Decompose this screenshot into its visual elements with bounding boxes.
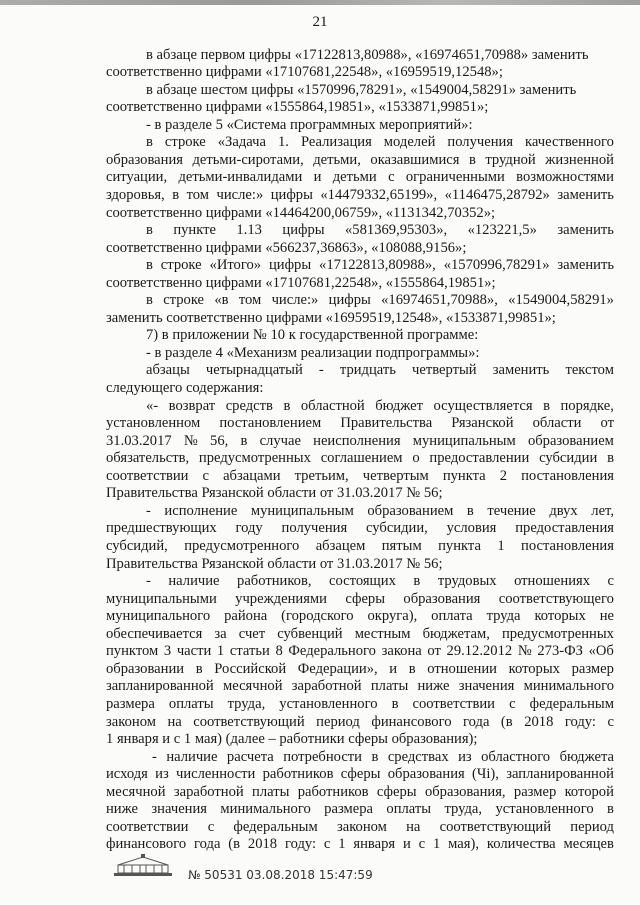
word: и [402,836,411,852]
text-line: соответственно цифрами «566237,36863», «108088,9156»; [106,240,467,256]
word: размер [571,661,614,677]
word: областного [481,749,551,765]
word: детьми-сиротами, [192,152,304,168]
word: (в [500,714,513,730]
word: текстом [565,362,614,378]
text-line: соответственно цифрами «17107681,22548», «1555864,19851»; [106,275,496,291]
word: постановления [521,468,614,484]
text-line [146,398,614,415]
word: в [240,433,248,449]
word: в [607,801,614,817]
word: пункта [442,468,486,484]
word: размера [106,696,155,712]
word: предоставлении [429,450,530,466]
word: «581369,95303», [345,222,448,238]
word: и [389,661,398,677]
word: труда [486,608,521,624]
text-line: соответственно цифрами «14464200,06759», «1131342,70352»; [106,205,496,221]
text-line [106,784,614,801]
word: установленном [106,415,201,431]
word: абзацами [223,468,281,484]
word: муниципальным [412,433,516,449]
word: «в [214,292,229,308]
word: (в [228,836,241,852]
word: на [167,714,182,730]
word: четырнадцатый [205,362,303,378]
word: муниципальными [106,591,217,607]
text-line [106,468,614,485]
word: сферы [340,766,381,782]
word: средствах [387,749,449,765]
word: Правительства [340,415,433,431]
word: с [323,836,331,852]
word: двух [549,503,578,519]
word: № [183,433,198,449]
text-line [146,292,614,309]
word: областной [300,398,365,414]
word: неисполнения [313,433,401,449]
word: в [371,749,379,765]
word: с [202,468,210,484]
word: пункта [438,538,481,554]
word: в [146,134,153,150]
word: законом [336,819,387,835]
page-number: 21 [312,14,328,30]
text-line [106,152,614,169]
word: значения [151,801,208,817]
text-line [106,801,614,818]
word: предусмотренного [184,538,300,554]
word: «123221,5» [467,222,537,238]
word: потребности [283,749,362,765]
text-line: Правительства Рязанской области от 31.03.2017 № 56; [106,485,443,501]
word: работников, [237,573,312,589]
word: в [283,398,291,414]
word: получения [447,134,514,150]
word: которых [534,608,586,624]
text-line: в абзаце первом цифры «17122813,80988», «16974651,70988» заменить [146,47,589,63]
text-line [106,643,614,660]
scan-top-edge [0,0,640,5]
word: субсидии [539,450,598,466]
text-line [106,415,614,432]
word: соответствующий [439,819,552,835]
text-line [106,520,614,537]
word: финансового [106,836,187,852]
word: абзацы [146,362,190,378]
word: оказавшимися [370,152,460,168]
word: 1 [338,836,346,852]
word: не [599,608,614,624]
text-line [106,836,614,853]
word: оплаты [168,696,214,712]
text-line [106,661,614,678]
word: ситуации, [106,169,168,185]
text-line: - в разделе 5 «Система программных мероприятий»: [146,117,473,133]
word: в [195,661,203,677]
word: из [458,749,472,765]
text-line [106,169,614,186]
word: году: [284,836,317,852]
word: заработной [173,784,244,800]
text-line [146,222,614,239]
word: моделей [383,134,436,150]
word: пятым [381,538,422,554]
word: «Об [588,643,614,659]
word: Реализация [300,134,372,150]
word: в [543,398,550,414]
word: (городского [281,608,354,624]
word: (Чi), [472,766,499,782]
word: в [468,152,476,168]
word: 2018 [524,714,554,730]
word: 29.12.2012 [446,643,513,659]
text-line [106,591,614,608]
text-line: в абзаце шестом цифры «1570996,78291», «1549004,58291» заменить [146,82,577,98]
word: которой [564,784,614,800]
word: финансового [371,714,452,730]
word: соответствующий [193,714,305,730]
word: и [313,169,322,185]
word: детьми, [313,152,361,168]
text-line [106,696,614,713]
word: 273-ФЗ [537,643,583,659]
word: предоставления [515,520,614,536]
word: размер [513,784,557,800]
word: образования, [424,784,506,800]
word: - [146,573,151,589]
word: состоящих [329,573,396,589]
text-line: - в разделе 4 «Механизм реализации подпрограммы»: [146,345,480,361]
word: предусмотренных [198,450,311,466]
word: установленного [279,696,378,712]
word: строке [160,257,202,273]
word: году [235,520,263,536]
text-line [146,362,614,379]
word: «1146475,28792» [444,187,550,203]
word: с [207,819,215,835]
word: запланированной [506,766,614,782]
word: четвертым [362,468,429,484]
word: 1. [277,134,289,150]
text-line: 7) в приложении № 10 к государственной программе: [146,327,479,343]
word: предусмотренных [501,626,614,642]
word: постановления [521,538,614,554]
word: бюджет [375,398,423,414]
word: местным [354,626,411,642]
word: федеральным [529,696,614,712]
word: округа), [367,608,418,624]
word: труда, [444,801,483,817]
word: отношении [427,661,497,677]
word: здоровья, [106,187,165,203]
word: расчета [226,749,274,765]
word: образованием [367,503,454,519]
word: области [532,415,582,431]
word: «Задача [217,134,266,150]
word: сферы [345,591,386,607]
text-line: соответственно цифрами «17107681,22548», «16959519,12548»; [106,64,503,80]
word: ниже [417,678,450,694]
word: тридцать [339,362,396,378]
word: запланированной [106,678,214,694]
word: оплаты [386,801,432,817]
word: из [155,766,169,782]
text-line [146,257,614,274]
word: Федерального [288,643,376,659]
word: федеральным [233,819,318,835]
word: значения [458,678,515,694]
word: пункте [173,222,216,238]
word: платы [370,678,409,694]
word: соглашением [320,450,403,466]
word: 1 [433,836,441,852]
word: с [388,169,395,185]
word: период [316,714,360,730]
word: закона [381,643,422,659]
word: том [238,292,262,308]
word: соответствии [106,819,189,835]
word: Федерации», [297,661,378,677]
text-line [106,766,614,783]
text-line [106,626,614,643]
word: - [152,749,157,765]
text-line [106,714,614,731]
word: «14479332,65199», [320,187,438,203]
word: постановлением [219,415,322,431]
word: от [600,415,614,431]
word: цифры [282,222,325,238]
word: 56, [210,433,229,449]
word: наличие [166,749,218,765]
text-line [106,433,614,450]
word: оплата [431,608,473,624]
word: месячной [223,678,283,694]
word: в [391,696,399,712]
text-line: 1 января и с 1 мая) (далее – работники сферы образования); [106,731,478,747]
word: детьми [332,169,377,185]
word: том [186,187,210,203]
word: с [607,714,614,730]
word: заменить [492,362,550,378]
word: трудовых [437,573,497,589]
text-line [106,608,614,625]
word: о [412,450,420,466]
word: установленного [495,801,594,817]
word: году: [564,714,596,730]
text-line [152,749,614,766]
word: абзацем [315,538,366,554]
word: субсидии, [366,520,428,536]
word: заменить [557,222,614,238]
word: на [406,819,421,835]
word: пунктом [106,643,159,659]
word: счет [238,626,266,642]
word: января [353,836,396,852]
word: жизненной [545,152,614,168]
word: соответствии [412,696,495,712]
word: заработной [291,678,362,694]
word: мая), [448,836,479,852]
word: с [418,836,426,852]
text-line [146,503,614,520]
word: образованием [527,433,614,449]
word: 8 [275,643,283,659]
word: платы [252,784,290,800]
word: случае [259,433,301,449]
word: муниципального [106,608,211,624]
text-line [106,187,614,204]
word: статьи [229,643,270,659]
word: - [146,503,151,519]
word: цифры [328,292,371,308]
word: детьми-инвалидами [178,169,303,185]
word: Российской [214,661,287,677]
word: законом [106,714,156,730]
word: третьим, [294,468,349,484]
word: лет, [591,503,614,519]
word: строке [163,292,205,308]
word: трудной [485,152,536,168]
word: в [466,503,474,519]
word: в [172,187,180,203]
word: в [413,573,421,589]
word: субсидий, [106,538,168,554]
word: месячной [106,784,166,800]
word: в [146,292,153,308]
word: четвертый [412,362,477,378]
word: ограниченными [405,169,505,185]
word: обязательств, [106,450,190,466]
text-line [146,573,614,590]
word: «16974651,70988», [381,292,498,308]
text-line: соответственно цифрами «1555864,19851», «1533871,99851»; [106,99,489,115]
word: соответствии [106,468,189,484]
word: «1549004,58291» [508,292,614,308]
word: которых [508,661,560,677]
word: месяцев [563,836,614,852]
word: бюджетам, [422,626,490,642]
word: возврат [168,398,216,414]
word: с [607,573,614,589]
word: 1 [497,538,505,554]
word: предшествующих [106,520,217,536]
text-line [106,450,614,467]
word: «- [146,398,159,414]
word: учреждениями [235,591,327,607]
word: 1.13 [236,222,262,238]
word: сферы [376,784,417,800]
word: цифры [268,257,312,273]
word: в [146,222,153,238]
word: за [214,626,227,642]
word: количества [486,836,556,852]
word: минимального [220,801,311,817]
word: образования [387,766,465,782]
word: размера [324,801,373,817]
word: с [509,696,516,712]
word: образования [106,152,183,168]
text-line: Правительства Рязанской области от 31.03.2017 № 56; [106,556,443,572]
word: в [607,450,614,466]
word: образовании [106,661,185,677]
word: течение [487,503,536,519]
word: «Итого» [209,257,262,273]
word: Рязанской [451,415,514,431]
word: период [570,819,614,835]
word: 2018 [247,836,278,852]
word: строке [164,134,206,150]
word: цифры [270,187,313,203]
word: наличие [168,573,220,589]
word: муниципальным [250,503,354,519]
word: № [517,643,532,659]
word: района [224,608,268,624]
word: 3 [163,643,172,659]
text-line [106,538,614,555]
word: в [146,257,153,273]
text-line [146,134,614,151]
word: исполнение [164,503,238,519]
word: заменить [557,187,614,203]
word: образования [403,591,481,607]
text-line [106,819,614,836]
word: субвенций [277,626,343,642]
word: «1570996,78291» [443,257,550,273]
word: бюджета [559,749,614,765]
text-line [106,678,614,695]
word: работников [262,766,334,782]
word: года [463,714,490,730]
word: «17122813,80988», [319,257,436,273]
word: части [176,643,212,659]
word: соответствующего [498,591,614,607]
word: обеспечивается [106,626,203,642]
word: года [194,836,221,852]
word: качественного [525,134,614,150]
word: ниже [106,801,138,817]
word: возможностями [516,169,614,185]
word: 2 [499,468,508,484]
word: труда, [227,696,266,712]
word: отношениях [514,573,591,589]
word: исходя [106,766,148,782]
word: от [427,643,441,659]
word: условия [446,520,497,536]
word: 31.03.2017 [106,433,172,449]
word: работников [297,784,369,800]
word: порядке, [560,398,614,414]
word: в [408,661,416,677]
word: минимального [523,678,614,694]
word: 1 [216,643,225,659]
word: осуществляется [433,398,533,414]
word: числе:» [216,187,264,203]
registration-stamp: № 50531 03.08.2018 15:47:59 [188,868,373,882]
word: заменить [557,257,614,273]
word: средств [225,398,273,414]
word: численности [176,766,256,782]
text-line: следующего содержания: [106,380,264,396]
word: получения [281,520,348,536]
text-line: заменить соответственно цифрами «16959519,12548», «1533871,99851»; [106,310,556,326]
building-seal-icon [112,853,174,879]
word: - [318,362,324,378]
word: числе:» [271,292,319,308]
